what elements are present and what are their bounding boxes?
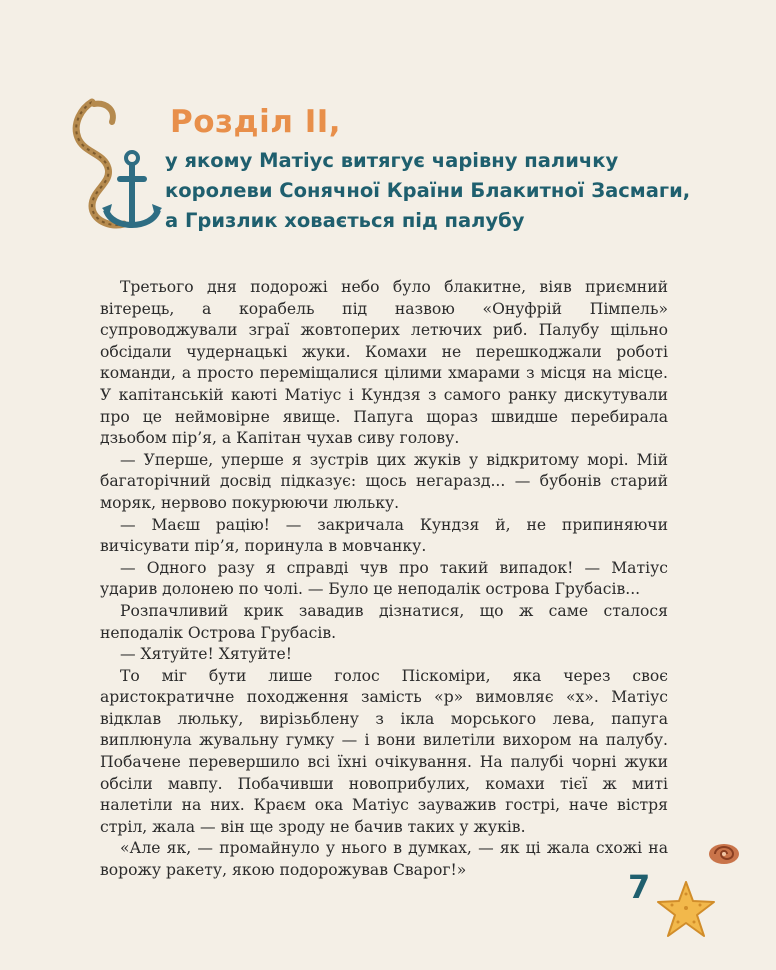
paragraph: Третього дня подорожі небо було блакитне, віяв приємний вітерець, а корабель під назвою «Онуфрій Пімпель» супроводжували зграї жовтоперих летючих риб. Палубу щільно обсідали чудернацькі жуки. Комахи не перешкоджали роботі команди, а просто переміщалися цілими хмарами з місця на місце. У капітанській каюті Матіус і Кундзя з самого ранку дискутували про це неймовірне явище. Папуга щораз швидше перебирала дзьобом пір’я, а Капітан чухав сиву голову.: [100, 278, 668, 448]
subtitle-line: королеви Сонячної Країни Блакитної Засмаги,: [165, 179, 691, 202]
page-number: 7: [628, 868, 651, 906]
subtitle-line: а Гризлик ховається під палубу: [165, 209, 525, 232]
chapter-title: Розділ ІІ,: [170, 104, 342, 140]
paragraph: — Уперше, уперше я зустрів цих жуків у відкритому морі. Мій багаторічний досвід підказує: щось негаразд... — бубонів старий моряк, нервово покурюючи люльку.: [100, 450, 668, 512]
chapter-subtitle: [165, 146, 725, 236]
chapter-body: [100, 277, 668, 882]
anchor-rope-icon: [62, 98, 162, 238]
starfish-icon: [656, 880, 716, 938]
paragraph: — Маєш рацію! — закричала Кундзя й, не припиняючи вичісувати пір’я, поринула в мовчанку.: [100, 515, 668, 556]
subtitle-line: у якому Матіус витягує чарівну паличку: [165, 149, 619, 172]
paragraph: Розпачливий крик завадив дізнатися, що ж саме сталося неподалік Острова Грубасів.: [100, 601, 668, 642]
paragraph: То міг бути лише голос Піскоміри, яка через своє аристократичне походження замість «р» вимовляє «х». Матіус відклав люльку, вирізьблену з ікла морського лева, папуга виплюнула жувальну гумку — і вони вилетіли вихором на палубу. Побачене перевершило всі їхні очікування. На палубі чорні жуки обсіли мавпу. Побачивши новоприбулих, комахи тієї ж миті налетіли на них. Краєм ока Матіус зауважив гострі, наче вістря стріл, жала — він ще зроду не бачив таких у жуків.: [100, 666, 668, 836]
paragraph: — Хятуйте! Хятуйте!: [120, 645, 293, 664]
paragraph: «Але як, — промайнуло у нього в думках, — як ці жала схожі на ворожу ракету, якою подорожував Сварог!»: [100, 839, 668, 880]
paragraph: — Одного разу я справді чув про такий випадок! — Матіус ударив долонею по чолі. — Було це неподалік острова Грубасів...: [100, 558, 668, 599]
seashell-icon: [707, 838, 741, 866]
